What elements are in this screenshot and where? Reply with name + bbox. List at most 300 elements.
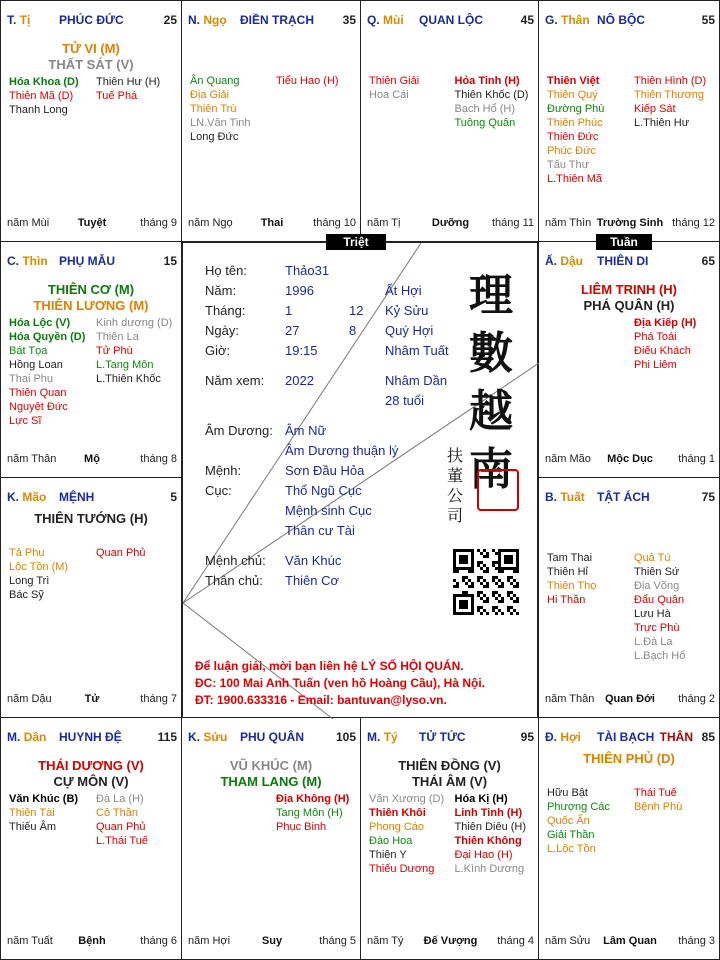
minor-star: Thiên Khốc (D) [454,89,529,101]
minor-star: Đào Hoa [369,835,413,847]
year-label: năm Sửu [545,935,591,947]
palace-header [7,490,177,506]
minor-star: Bát Tọa [9,345,48,357]
palace-than [538,0,720,242]
year-label: năm Tị [367,217,401,229]
minor-star: L.Thiên Khốc [96,373,161,385]
minor-star: LN.Văn Tinh [190,117,251,129]
info-canchi: Kỷ Sửu [385,303,429,318]
minor-star: Thiên Tài [9,807,55,819]
info-value: Âm Nữ [285,423,327,438]
palace-header [188,730,356,746]
minor-star: Thai Phụ [9,373,54,385]
minor-star: Tả Phụ [9,547,45,559]
heavenly-stem: G. [545,13,558,27]
palace-name: NÔ BỘC [597,13,645,27]
minor-stars-left [9,792,78,834]
minor-star: Thiên Quan [9,387,67,399]
minor-star: Văn Khúc (B) [9,793,79,805]
main-star: THIÊN ĐỒNG (V) [398,758,501,773]
info-key: Ngày: [205,323,239,338]
info-key: Năm xem: [205,373,265,388]
decade-number: 45 [520,13,534,27]
minor-star: Giải Thần [547,829,595,841]
body-palace-marker: THÂN [659,730,693,744]
minor-star: Bạch Hổ (H) [454,103,516,115]
info-key: Tháng: [205,303,246,318]
life-stage: Lâm Quan [603,935,657,947]
info-value: Văn Khúc [285,553,342,568]
minor-star: Thiên Khôi [369,807,426,819]
minor-star: Lưu Hà [634,608,671,620]
minor-star: Phá Toái [634,331,677,343]
minor-star: Địa Giải [190,89,230,101]
earthly-branch: Mùi [383,13,404,27]
main-star: CỰ MÔN (V) [53,774,129,789]
palace-ngo [181,0,361,242]
month-label: tháng 2 [678,693,715,705]
decade-number: 75 [701,490,715,504]
minor-star: Thanh Long [9,104,68,116]
minor-stars-left [547,551,596,607]
info-value: Sơn Đầu Hỏa [285,463,365,478]
minor-star: Địa Võng [634,580,680,592]
minor-star: Thiên Y [369,849,407,861]
palace-header [7,13,177,29]
minor-star: Bác Sỹ [9,589,44,601]
contact-line: ĐC: 100 Mai Anh Tuấn (ven hồ Hoàng Cầu), Hà Nội. [195,676,486,690]
contact-line: Để luận giải, mời bạn liên hệ LÝ SỐ HỘI QUÁN. [195,659,464,673]
minor-star: Quan Phủ [96,547,146,559]
decade-number: 105 [335,730,356,744]
palace-header [367,730,534,746]
minor-star: Tuế Phá [96,90,138,102]
year-label: năm Thân [545,693,595,705]
minor-star: Thiên Thọ [547,580,597,592]
minor-star: Phúc Đức [547,145,596,157]
calligraphy-small: 司 [447,506,464,525]
minor-star: Đại Hao (H) [454,849,513,861]
minor-star: Phong Cáo [369,821,425,833]
life-stage: Suy [261,935,283,947]
info-value: 19:15 [285,343,318,358]
minor-star: L.Thiên Hư [634,117,690,129]
palace-ti [360,717,539,960]
palace-header [7,254,177,270]
year-label: năm Mùi [7,217,50,229]
heavenly-stem: K. [188,730,200,744]
palace-footer [7,693,177,707]
calligraphy-small: 扶 [447,446,464,465]
minor-star: Cô Thần [96,807,138,819]
earthly-branch: Tị [19,13,31,27]
minor-star: Thiên La [96,331,139,343]
main-star: THÁI ÂM (V) [411,774,488,789]
info-value: Thiên Cơ [285,573,340,588]
info-value-3: Thân cư Tài [285,523,355,538]
minor-star: Thiên Hình (D) [634,75,707,87]
palace-name: QUAN LỘC [419,13,483,27]
month-label: tháng 11 [491,217,534,229]
minor-stars-left [369,74,419,102]
main-stars [361,758,538,790]
month-label: tháng 8 [140,453,177,465]
calligraphy-char: 越 [469,386,513,437]
year-label: năm Thân [7,453,57,465]
decade-number: 85 [701,730,715,744]
info-value-2: Âm Dương thuận lý [285,443,399,458]
minor-star: Thiên Quý [547,89,598,101]
life-stage: Tuyệt [77,217,107,229]
palace-footer [188,217,356,231]
earthly-branch: Tý [383,730,398,744]
earthly-branch: Dậu [560,254,584,268]
minor-star: Lộc Tồn (M) [9,561,69,573]
main-star: THÁI DƯƠNG (V) [38,758,144,773]
minor-star: Thiên Diêu (H) [454,821,527,833]
palace-dan [0,717,182,960]
decade-number: 35 [342,13,356,27]
year-label: năm Tuất [7,935,53,947]
minor-star: Thiên Hỉ [547,566,588,578]
minor-star: Tử Phù [96,345,133,357]
earthly-branch: Tuất [560,490,585,504]
heavenly-stem: Q. [367,13,380,27]
minor-star: Thiên Mã (D) [9,90,74,102]
palace-name: TÀI BẠCH [597,730,655,744]
calligraphy-char: 理 [469,270,513,321]
minor-stars-left [547,786,610,856]
main-star: VŨ KHÚC (M) [229,758,313,773]
palace-name: THIÊN DI [597,254,649,268]
minor-star: Tấu Thư [547,159,590,171]
minor-star: Phượng Các [547,801,610,813]
info-value: 1996 [285,283,314,298]
info-key: Âm Dương: [205,423,273,438]
month-label: tháng 12 [672,217,715,229]
year-label: năm Thìn [545,217,592,229]
year-label: năm Mão [545,453,591,465]
minor-star: Thiên Sứ [634,566,680,578]
minor-star: Hữu Bật [547,787,588,799]
heavenly-stem: T. [7,13,17,27]
minor-star: Kinh dương (D) [96,317,173,329]
life-stage: Thai [260,217,284,229]
main-star: THIÊN CƠ (M) [47,282,135,297]
month-label: tháng 6 [140,935,177,947]
calligraphy-char: 南 [469,444,513,495]
decade-number: 55 [701,13,715,27]
palace-name: PHU QUÂN [240,730,305,744]
palace-name: PHÚC ĐỨC [59,13,124,27]
main-stars [182,758,360,790]
palace-name: MỆNH [59,490,95,504]
minor-star: Thái Tuế [634,787,677,799]
minor-stars-right [96,75,160,103]
month-label: tháng 10 [313,217,356,229]
main-stars [539,282,719,314]
minor-star: Hoa Cái [369,89,409,101]
palace-footer [7,217,177,231]
info-key: Cục: [205,483,232,498]
heavenly-stem: Ấ. [545,254,557,268]
palace-ty [0,0,182,242]
earthly-branch: Mão [22,490,47,504]
earthly-branch: Hợi [560,730,581,744]
life-stage: Mộc Dục [607,453,653,465]
minor-star: Phục Binh [276,821,327,833]
decade-number: 25 [163,13,177,27]
minor-star: Linh Tinh (H) [454,807,523,819]
main-stars [1,511,181,527]
minor-star: Thiên Không [454,835,522,847]
palace-mui [360,0,539,242]
palace-name: TỬ TỨC [419,730,466,744]
minor-star: Địa Kiếp (H) [634,317,697,329]
main-star: THIÊN LƯƠNG (M) [33,298,149,313]
main-star: THIÊN PHỦ (D) [583,751,675,766]
minor-star: Thiên Giải [369,75,420,87]
minor-stars-right [455,74,529,130]
minor-stars-right [455,792,527,876]
info-canchi: Ất Hợi [385,283,422,298]
minor-star: Long Đức [190,131,239,143]
decade-number: 95 [520,730,534,744]
earthly-branch: Sửu [203,730,228,744]
minor-star: Quan Phủ [96,821,146,833]
month-label: tháng 7 [140,693,177,705]
year-label: năm Ngọ [188,217,233,229]
minor-stars-right [96,546,146,560]
info-age: 28 tuổi [385,393,425,408]
main-star: THẤT SÁT (V) [48,57,134,72]
earthly-branch: Ngọ [203,13,227,27]
main-star: THAM LANG (M) [220,774,322,789]
palace-footer [545,935,715,949]
heavenly-stem: M. [7,730,21,744]
palace-tuat [538,477,720,718]
main-star: PHÁ QUÂN (H) [583,298,675,313]
minor-star: Nguyệt Đức [9,401,68,413]
minor-star: Bệnh Phù [634,801,683,813]
month-label: tháng 4 [497,935,534,947]
month-label: tháng 9 [140,217,177,229]
minor-star: Trực Phù [634,622,680,634]
minor-star: Địa Không (H) [276,793,350,805]
minor-star: Phi Liêm [634,359,677,371]
minor-star: Thiên Trù [190,103,237,115]
earthly-branch: Thân [561,13,590,27]
main-star: TỬ VI (M) [62,41,120,56]
main-star: THIÊN TƯỚNG (H) [34,511,148,526]
minor-star: Tiểu Hao (H) [276,75,339,87]
minor-star: Tang Môn (H) [276,807,343,819]
year-label: năm Dậu [7,693,52,705]
minor-stars-left [369,792,444,876]
minor-stars-right [276,74,339,88]
palace-footer [367,935,534,949]
minor-stars-left [9,546,68,602]
minor-stars-left [9,316,85,428]
year-label: năm Tý [367,935,404,947]
heavenly-stem: Đ. [545,730,557,744]
minor-star: Văn Xương (D) [369,793,445,805]
decade-number: 5 [170,490,177,504]
month-label: tháng 3 [678,935,715,947]
minor-star: Đường Phù [547,103,605,115]
earthly-branch: Thìn [22,254,48,268]
calligraphy-small: 董 [447,466,464,485]
minor-star: Thiên Đức [547,131,599,143]
palace-header [545,730,715,746]
main-star: LIÊM TRINH (H) [580,282,678,297]
minor-star: Hỏa Tinh (H) [454,75,520,87]
triet-label: Triệt [326,234,386,250]
minor-star: Hóa Kị (H) [454,793,508,805]
minor-stars-left [190,74,251,144]
minor-star: Hóa Quyền (D) [9,331,86,343]
minor-stars-left [547,74,604,186]
minor-star: L.Thái Tuế [96,835,148,847]
palace-header [545,13,715,29]
info-value: Thổ Ngũ Cục [285,483,362,498]
minor-star: Tuông Quân [454,117,516,129]
heavenly-stem: M. [367,730,381,744]
seal-stamp-icon [477,469,519,511]
info-key: Giờ: [205,343,231,358]
heavenly-stem: B. [545,490,557,504]
palace-header [545,254,715,270]
palace-footer [7,935,177,949]
palace-header [367,13,534,29]
palace-footer [7,453,177,467]
calligraphy-small: 公 [447,486,464,505]
heavenly-stem: K. [7,490,19,504]
info-value: 2022 [285,373,314,388]
minor-star: Hóa Khoa (D) [9,76,79,88]
info-canchi: Nhâm Dần [385,373,448,388]
palace-footer [367,217,534,231]
info-lunar-value: 8 [349,323,357,338]
decade-number: 115 [157,730,177,744]
life-stage: Trường Sinh [596,217,664,229]
main-stars [1,41,181,73]
minor-star: Ân Quang [190,75,240,87]
year-label: năm Hợi [188,935,231,947]
minor-star: Kiếp Sát [634,103,676,115]
minor-star: Hóa Lộc (V) [9,317,71,329]
palace-header [7,730,177,746]
palace-header [188,13,356,29]
minor-star: Long Trì [9,575,50,587]
info-key: Họ tên: [205,263,247,278]
minor-stars-right [634,786,682,814]
palace-footer [545,217,715,231]
main-stars [1,758,181,790]
palace-thin [0,241,182,478]
minor-star: Hồng Loan [9,359,63,371]
info-value: 27 [285,323,300,338]
palace-header [545,490,715,506]
info-value: 1 [285,303,293,318]
palace-footer [545,453,715,467]
decade-number: 65 [701,254,715,268]
minor-stars-right [634,74,706,130]
life-stage: Mộ [84,453,100,465]
life-stage: Dưỡng [431,217,470,229]
palace-footer [188,935,356,949]
minor-star: L.Lộc Tồn [547,843,596,855]
life-stage: Quan Đới [605,693,655,705]
minor-star: Hi Thần [547,594,586,606]
heavenly-stem: N. [188,13,200,27]
month-label: tháng 1 [678,453,715,465]
center-info-panel [182,242,538,718]
main-stars [539,751,719,767]
info-key: Mệnh: [205,463,242,478]
decade-number: 15 [163,254,177,268]
month-label: tháng 5 [319,935,356,947]
minor-star: Đẩu Quân [634,594,685,606]
info-key: Năm: [205,283,237,298]
life-stage: Bệnh [78,935,106,947]
palace-hoi [538,717,720,960]
minor-stars-left [9,75,79,117]
minor-star: Quốc Ấn [547,815,590,827]
info-value-2: Mệnh sinh Cục [285,503,372,518]
minor-star: L.Đà La [634,636,673,648]
tuan-label: Tuần [596,234,652,250]
info-lunar-value: 12 [349,303,364,318]
calligraphy-char: 數 [469,328,513,379]
qr-code-icon [453,549,519,615]
minor-stars-right [96,316,172,386]
palace-suu [181,717,361,960]
life-stage: Tử [84,693,100,705]
minor-stars-right [96,792,148,848]
minor-stars-right [634,551,685,663]
info-value: Thảo31 [285,263,330,278]
minor-star: L.Tang Môn [96,359,154,371]
minor-star: Tam Thai [547,552,593,564]
minor-star: Thiên Thương [634,89,705,101]
minor-star: Thiếu Âm [9,821,57,833]
minor-star: L.Bạch Hổ [634,650,686,662]
palace-name: ĐIỀN TRẠCH [240,13,314,27]
contact-line: ĐT: 1900.633316 - Email: bantuvan@lyso.vn. [195,693,447,707]
palace-name: HUYNH ĐỆ [59,730,122,744]
palace-footer [545,693,715,707]
minor-stars-right [276,792,349,834]
minor-star: L.Thiên Mã [547,173,603,185]
info-canchi: Nhâm Tuất [385,343,449,358]
minor-star: Thiên Việt [547,75,600,87]
main-stars [1,282,181,314]
info-key: Thân chủ: [205,573,263,588]
info-canchi: Quý Hợi [385,323,434,338]
palace-name: PHỤ MẪU [59,254,115,268]
minor-star: Lực Sĩ [9,415,42,427]
info-key: Mệnh chủ: [205,553,266,568]
palace-mao [0,477,182,718]
palace-dau [538,241,720,478]
minor-star: Điếu Khách [634,345,691,357]
earthly-branch: Dần [23,730,47,744]
minor-star: L.Kình Dương [454,863,525,875]
minor-star: Thiên Phúc [547,117,603,129]
minor-star: Đà La (H) [96,793,144,805]
minor-star: Thiên Hư (H) [96,76,161,88]
